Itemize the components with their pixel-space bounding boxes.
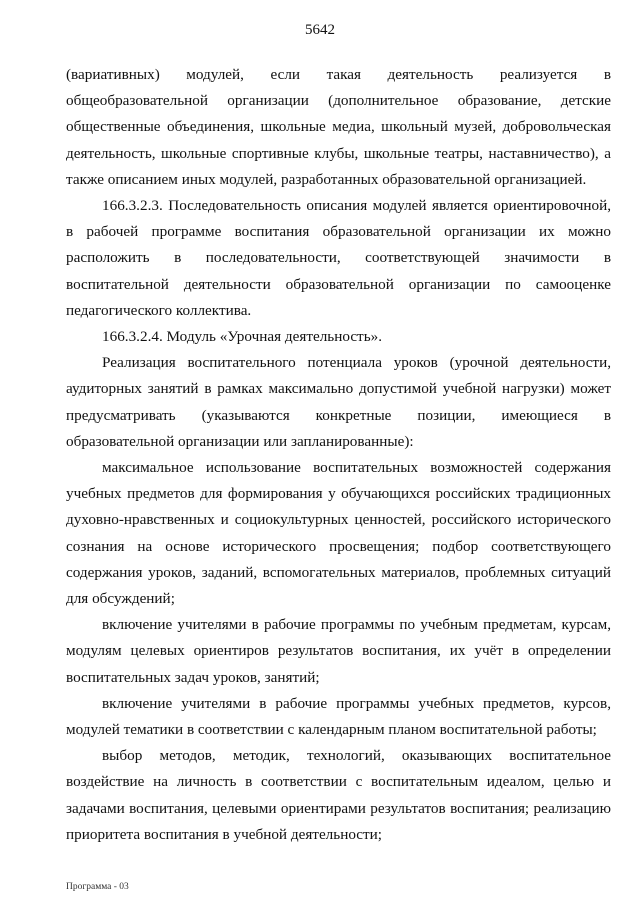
paragraph-continuation: (вариативных) модулей, если такая деятельность реализуется в общеобразовательной организации (дополнительное образование, детские общественные объединения, школьные медиа, школьный музей, добровольческая деятельность, школьные спортивные клубы, школьные театры, наставничество), а также описанием иных модулей, разработанных образовательной организацией. — [66, 66, 611, 188]
paragraph-list-item-3: включение учителями в рабочие программы учебных предметов, курсов, модулей тематики в соответствии с календарным планом воспитательной работы; — [66, 694, 611, 739]
page-number: 5642 — [305, 22, 335, 38]
paragraph-166-3-2-4-heading: 166.3.2.4. Модуль «Урочная деятельность». — [102, 328, 383, 346]
footer-label: Программа - 03 — [66, 882, 129, 892]
paragraph-lesson-potential: Реализация воспитательного потенциала уроков (урочной деятельности, аудиторных занятий в рамках максимально допустимой учебной нагрузки) может предусматривать (указываются конкретные позиции, имеющиеся в образовательной организации или запланированные): — [66, 354, 611, 450]
paragraph-list-item-4: выбор методов, методик, технологий, оказывающих воспитательное воздействие на личность в соответствии с воспитательным идеалом, целью и задачами воспитания, целевыми ориентирами результатов воспитания; реализацию приоритета воспитания в учебной деятельности; — [66, 747, 611, 843]
paragraph-166-3-2-3: 166.3.2.3. Последовательность описания модулей является ориентировочной, в рабочей программе воспитания образовательной организации их можно расположить в последовательности, соответствующей значимости в воспитательной деятельности образовательной организации по самооценке педагогического коллектива. — [66, 197, 611, 319]
paragraph-list-item-2: включение учителями в рабочие программы по учебным предметам, курсам, модулям целевых ориентиров результатов воспитания, их учёт в определении воспитательных задач уроков, занятий; — [66, 616, 611, 686]
body-text — [66, 62, 611, 848]
paragraph-list-item-1: максимальное использование воспитательных возможностей содержания учебных предметов для формирования у обучающихся российских традиционных духовно-нравственных и социокультурных ценностей, российского исторического сознания на основе исторического просвещения; подбор соответствующего содержания уроков, заданий, вспомогательных материалов, проблемных ситуаций для обсуждений; — [66, 459, 611, 608]
